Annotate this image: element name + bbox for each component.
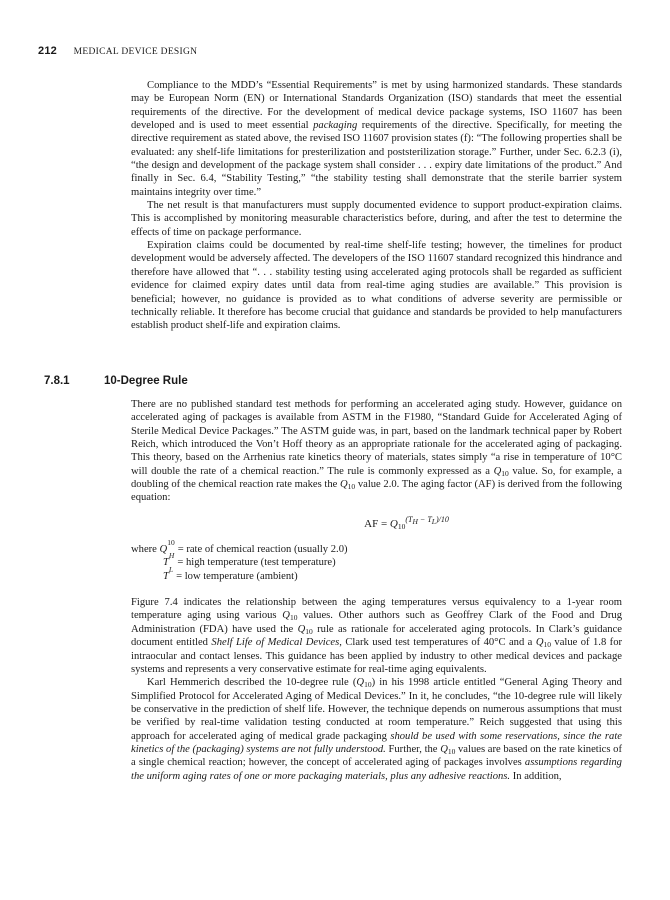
definition-q10: where Q 10 = rate of chemical reaction (usually 2.0) <box>131 538 348 556</box>
intro-text <box>131 79 622 333</box>
section-paragraph-2: Figure 7.4 indicates the relationship between the aging temperatures versus equivalency to a 1-year room temperature aging using various $Q_{10}$ values. Other authors such as Geoffrey Clark of the Food and Drug Administration (FDA) have used the $Q_{10}$ rule as rationale for accelerated aging protocols. In Clark’s guidance document entitled Shelf Life of Medical Devices, Clark used test temperatures of 40°C and a $Q_{10}$ value of 1.8 for intraocular and contact lenses. This guidance has been applied by industry to other medical devices and package systems and represents a very conservative estimate for real-time aging equivalents. <box>131 597 623 675</box>
variable-definitions <box>131 538 622 583</box>
page-number: 212 <box>38 45 57 57</box>
section-text <box>131 398 622 783</box>
definition-th: T H = high temperature (test temperature) <box>163 551 336 569</box>
intro-paragraph-2: The net result is that manufacturers must supply documented evidence to support product-expiration claims. This is accomplished by monitoring measurable characteristics before, during, and after the test to determine the effects of time on package performance. <box>131 200 622 238</box>
section-paragraph-3: Karl Hemmerich described the 10-degree rule $(Q_{10})$ in his 1998 article entitled “General Aging Theory and Simplified Protocol for Accelerated Aging of Medical Devices.” In it, he concludes, “the 10-degree rule will likely be conservative in the prediction of shelf life. However, the technique depends on numerous assumptions that must be verified by real-time validation testing conducted at room temperature.” Reich suggested that using this approach for accelerated aging of medical grade packaging should be used with some reservations, since the rate kinetics of the (packaging) systems are not fully understood. Further, the $Q_{10}$ values are based on the rate kinetics of a single chemical reaction; however, the concept of accelerated aging of packages involves assumptions regarding the uniform aging rates of one or more packaging materials, plus any adhesive reactions. In addition, <box>131 677 622 782</box>
book-title: MEDICAL DEVICE DESIGN <box>73 47 198 57</box>
running-head <box>38 45 197 57</box>
intro-paragraph-3: Expiration claims could be documented by real-time shelf-life testing; however, the timelines for product development would be adversely affected. The developers of the ISO 11607 standard recognized this hindrance and therefore have allowed that “. . . stability testing using accelerated aging protocols shall be regarded as sufficient evidence for claimed expiry dates until data from real-time aging studies are available.” This provision is beneficial; however, no guidance is provided as to what conditions of adverse severity are permissible or technically reliable. It therefore has become crucial that guidance and standards be provided to help manufacturers establish product shelf-life and expiration claims. <box>131 240 622 332</box>
section-title: 10-Degree Rule <box>104 375 188 387</box>
section-heading <box>44 375 188 387</box>
aging-factor-equation: AF = $Q_{10}^{(T_H - T_L)/10}$ <box>364 514 449 531</box>
intro-paragraph-1: Compliance to the MDD’s “Essential Requirements” is met by using harmonized standards. These standards may be European Norm (EN) or International Standards Organization (ISO) standards that meet the essential requirements of the directive. For the development of medical device package systems, ISO 11607 has been developed and is used to meet essential packaging requirements of the directive. Specifically, for meeting the directive requirement as stated above, the revised ISO 11607 provision states (f): “The following properties shall be evaluated: any shelf-life limitations for presterilization and poststerilization storage.” Further, under Sec. 6.2.3 (i), “the design and development of the package system shall consider . . . expiry date limitations of the product.” And finally in Sec. 6.4, “Stability Testing,” “the stability testing shall demonstrate that the sterile barrier system maintains integrity over time.” <box>131 80 622 198</box>
definition-tl: T L = low temperature (ambient) <box>163 564 298 582</box>
section-number: 7.8.1 <box>44 375 70 387</box>
section-paragraph-1: There are no published standard test methods for performing an accelerated aging study. However, guidance on accelerated aging of packages is available from ASTM in the F1980, “Standard Guide for Accelerated Aging of Sterile Medical Device Packages.” The ASTM guide was, in part, based on the landmark technical paper by Robert Reich, which introduced the Von’t Hoff theory as an appropriate rationale for the accelerated aging of packaging. This theory, based on the Arrhenius rate kinetics theory of materials, states simply “a rise in temperature of 10°C will double the rate of a chemical reaction.” The rule is commonly expressed as a $Q_{10}$ value. So, for example, a doubling of the chemical reaction rate makes the $Q_{10}$ value 2.0. The aging factor (AF) is derived from the following equation: <box>131 399 622 504</box>
